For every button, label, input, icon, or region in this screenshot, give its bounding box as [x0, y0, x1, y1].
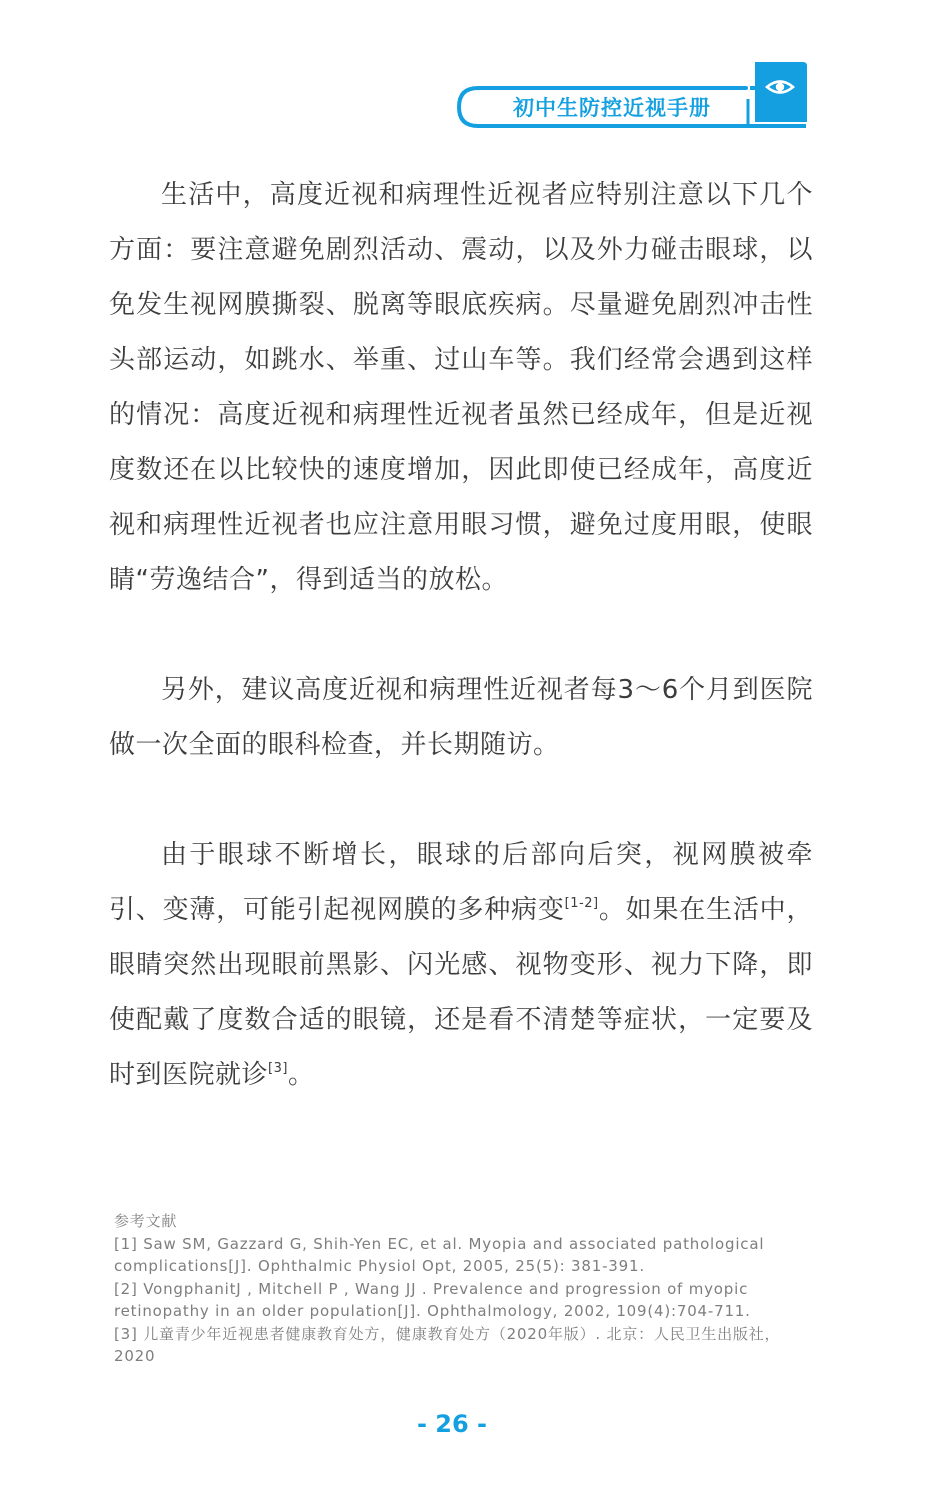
reference-3: [3] 儿童青少年近视患者健康教育处方，健康教育处方（2020年版）. 北京：人民卫生出版社，2020	[114, 1324, 781, 1365]
references-heading: 参考文献	[114, 1212, 178, 1230]
reference-1: [1] Saw SM, Gazzard G, Shih-Yen EC, et al. Myopia and associated pathological complications[J]. Ophthalmic Physiol Opt, 2005, 25(5): 381-391.	[114, 1234, 765, 1275]
paragraph-3-text-c: 。	[287, 1060, 315, 1090]
citation-1-2: [1-2]	[564, 896, 599, 911]
header-title: 初中生防控近视手册	[513, 96, 711, 120]
references	[114, 1210, 816, 1368]
paragraph-3	[109, 828, 813, 1103]
paragraph-3-text-a: 由于眼球不断增长，眼球的后部向后突，视网膜被牵引、变薄，可能引起视网膜的多种病变	[109, 840, 813, 925]
citation-3: [3]	[268, 1061, 288, 1076]
paragraph-1: 生活中，高度近视和病理性近视者应特别注意以下几个方面：要注意避免剧烈活动、震动，以及外力碰击眼球，以免发生视网膜撕裂、脱离等眼底疾病。尽量避免剧烈冲击性头部运动，如跳水、举重、过山车等。我们经常会遇到这样的情况：高度近视和病理性近视者虽然已经成年，但是近视度数还在以比较快的速度增加，因此即使已经成年，高度近视和病理性近视者也应注意用眼习惯，避免过度用眼，使眼睛“劳逸结合”，得到适当的放松。	[109, 180, 813, 595]
reference-2: [2] VongphanitJ , Mitchell P , Wang JJ . Prevalence and progression of myopic retinopathy in an older population[J]. Ophthalmology, 2002, 109(4):704-711.	[114, 1279, 751, 1320]
header-frame	[456, 59, 808, 131]
paragraph-3-text-b: 。如果在生活中，眼睛突然出现眼前黑影、闪光感、视物变形、视力下降，即使配戴了度数合适的眼镜，还是看不清楚等症状，一定要及时到医院就诊	[109, 895, 813, 1090]
paragraph-2: 另外，建议高度近视和病理性近视者每3～6个月到医院做一次全面的眼科检查，并长期随访。	[109, 675, 813, 760]
page-number: - 26 -	[416, 1410, 488, 1438]
body-content	[109, 168, 813, 1103]
header-banner	[456, 59, 808, 131]
